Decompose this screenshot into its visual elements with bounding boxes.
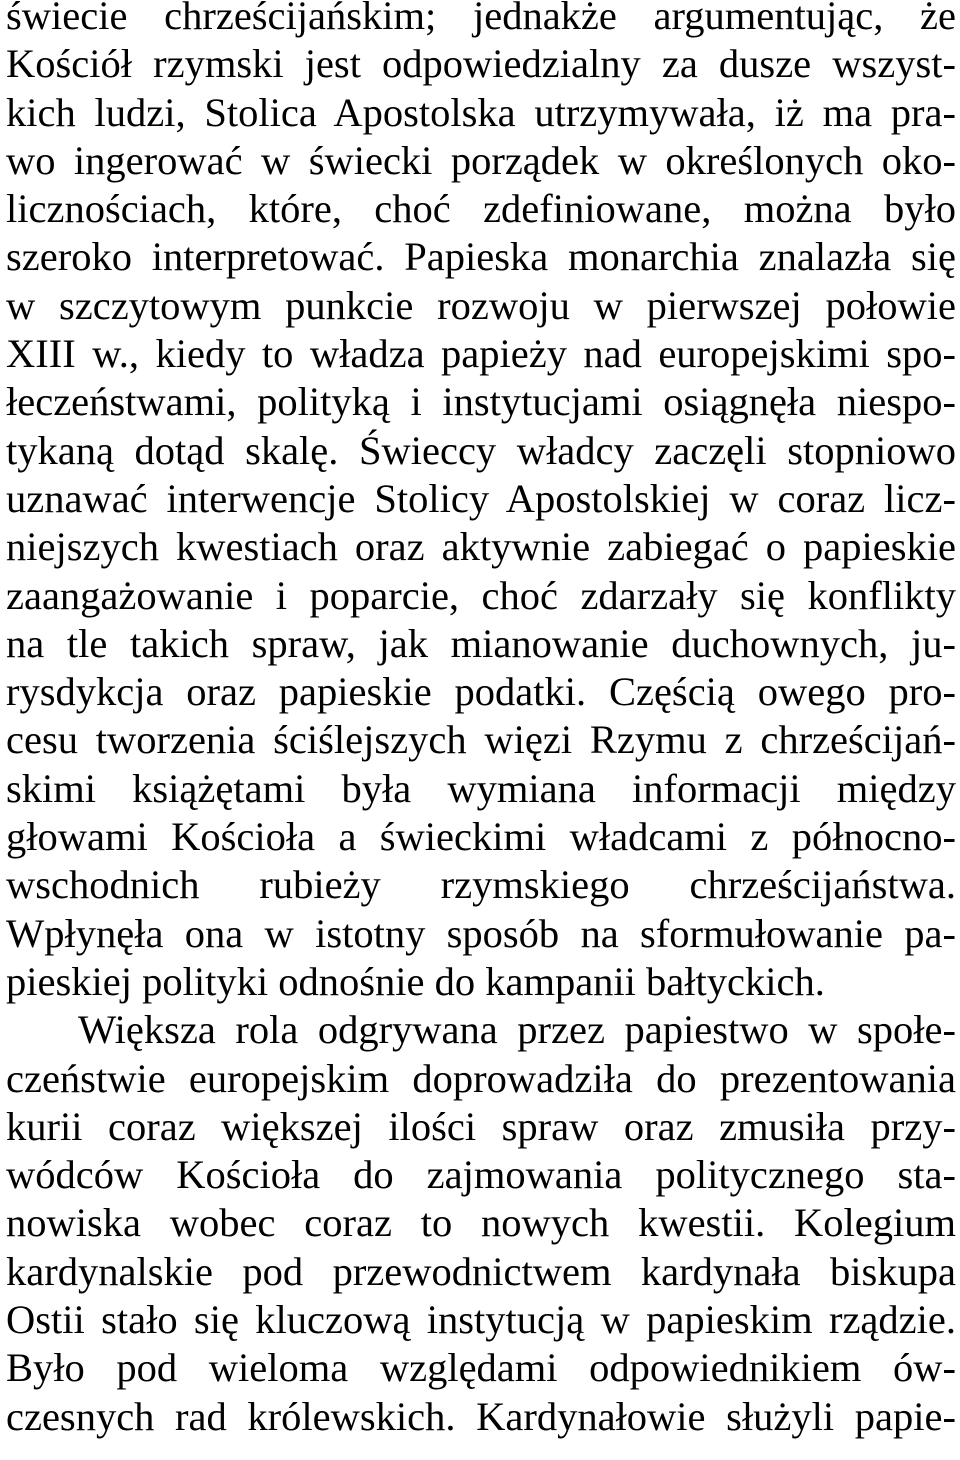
paragraph-end-line: pieskiej polityki odnośnie do kampanii bałtyckich.: [6, 958, 825, 1004]
text-line: niejszych kwestiach oraz aktywnie zabiegać o papieskie: [6, 524, 956, 570]
text-line: XIII w., kiedy to władza papieży nad europejskimi spo-: [6, 331, 956, 377]
text-line: licznościach, które, choć zdefiniowane, można było: [6, 186, 956, 232]
text-line: Kościół rzymski jest odpowiedzialny za dusze wszyst-: [6, 41, 956, 87]
text-line: tykaną dotąd skalę. Świeccy władcy zaczęli stopniowo: [6, 427, 956, 473]
text-line: Ostii stało się kluczową instytucją w papieskim rządzie.: [6, 1297, 956, 1343]
text-line: cesu tworzenia ściślejszych więzi Rzymu z chrześcijań-: [6, 717, 956, 763]
text-line: czeństwie europejskim doprowadziła do prezentowania: [6, 1055, 956, 1101]
text-line: wschodnich rubieży rzymskiego chrześcijaństwa.: [6, 862, 956, 908]
text-line: skimi książętami była wymiana informacji między: [6, 765, 956, 811]
text-line: rysdykcja oraz papieskie podatki. Częścią owego pro-: [6, 669, 956, 715]
text-line: wódców Kościoła do zajmowania politycznego sta-: [6, 1152, 956, 1198]
text-line: w szczytowym punkcie rozwoju w pierwszej połowie: [6, 282, 956, 328]
body-text: [6, 0, 956, 1441]
text-line: Wpłynęła ona w istotny sposób na sformułowanie pa-: [6, 910, 956, 956]
text-line: uznawać interwencje Stolicy Apostolskiej w coraz licz-: [6, 475, 956, 521]
text-line: zaangażowanie i poparcie, choć zdarzały się konflikty: [6, 572, 956, 618]
paragraph-start-line: Większa rola odgrywana przez papiestwo w społe-: [78, 1007, 956, 1053]
text-line: wo ingerować w świecki porządek w określonych oko-: [6, 137, 956, 183]
text-line: Było pod wieloma względami odpowiednikiem ów-: [6, 1345, 956, 1391]
text-line: szeroko interpretować. Papieska monarchia znalazła się: [6, 234, 956, 280]
text-line: kich ludzi, Stolica Apostolska utrzymywała, iż ma pra-: [6, 89, 956, 135]
text-line: głowami Kościoła a świeckimi władcami z północno-: [6, 814, 956, 860]
text-line: czesnych rad królewskich. Kardynałowie służyli papie-: [6, 1393, 956, 1439]
text-line: kardynalskie pod przewodnictwem kardynała biskupa: [6, 1248, 956, 1294]
text-line: łeczeństwami, polityką i instytucjami osiągnęła niespo-: [6, 379, 956, 425]
text-line: nowiska wobec coraz to nowych kwestii. Kolegium: [6, 1200, 956, 1246]
text-line: kurii coraz większej ilości spraw oraz zmusiła przy-: [6, 1103, 956, 1149]
text-line: świecie chrześcijańskim; jednakże argumentując, że: [6, 0, 956, 38]
text-line: na tle takich spraw, jak mianowanie duchownych, ju-: [6, 620, 956, 666]
